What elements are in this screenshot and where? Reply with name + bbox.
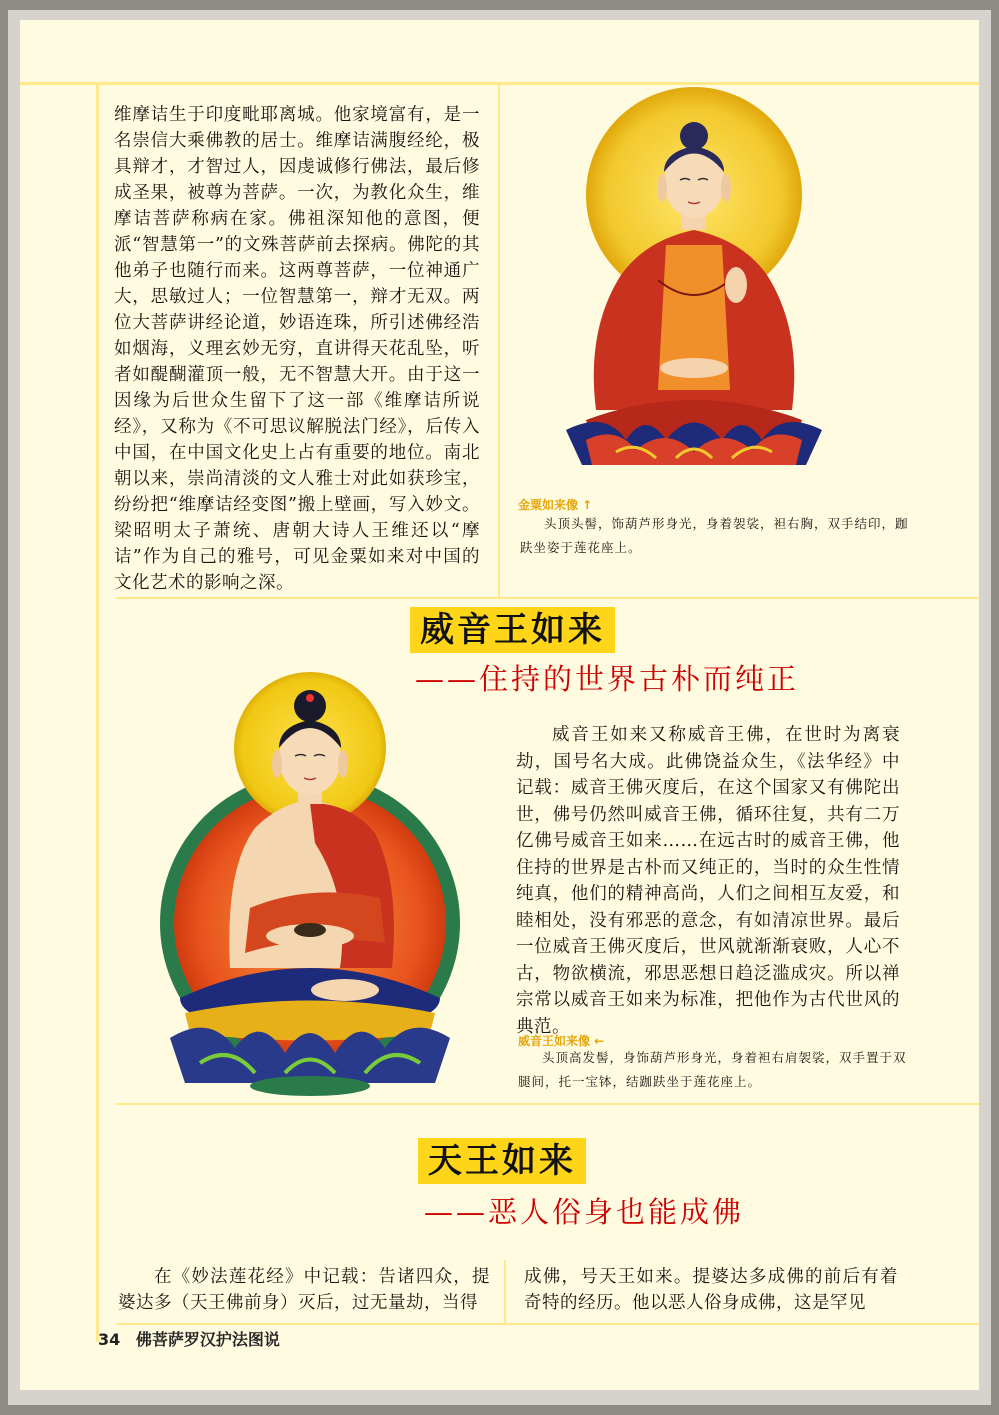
section1-caption-title: 金粟如来像 ↑	[518, 498, 593, 512]
rule	[96, 82, 99, 1342]
rule	[116, 1103, 979, 1105]
section1-paragraph: 维摩诘生于印度毗耶离城。他家境富有，是一名崇信大乘佛教的居士。维摩诘满腹经纶，极具辩才，才智过人，因虔诚修行佛法，最后修成圣果，被尊为菩萨。一次，为教化众生，维摩诘菩萨称病在家。佛祖深知他的意图，便派“智慧第一”的文殊菩萨前去探病。佛陀的其他弟子也随行而来。这两尊菩萨，一位神通广大，思敏过人；一位智慧第一，辩才无双。两位大菩萨讲经论道，妙语连珠，所引述佛经浩如烟海，义理玄妙无穷，直讲得天花乱坠，听者如醍醐灌顶一般，无不智慧大开。由于这一因缘为后世众生留下了这一部《维摩诘所说经》，又称为《不可思议解脱法门经》，后传入中国，在中国文化史上占有重要的地位。南北朝以来，崇尚清淡的文人雅士对此如获珍宝，纷纷把“维摩诘经变图”搬上壁画，写入妙文。梁昭明太子萧统、唐朝大诗人王维还以“摩诘”作为自己的雅号，可见金粟如来对中国的文化艺术的影响之深。	[114, 105, 480, 593]
rule	[116, 597, 979, 599]
section1-caption-body: 头顶头髻，饰葫芦形身光，身着袈裟，袒右胸，双手结印，跏趺坐姿于莲花座上。	[520, 516, 909, 555]
page-footer	[98, 1327, 290, 1350]
jinsu-buddha-illustration	[546, 80, 842, 470]
section3-column-right: 成佛，号天王如来。提婆达多成佛的前后有着奇特的经历。他以恶人俗身成佛，这是罕见	[524, 1267, 898, 1313]
rule	[116, 1323, 979, 1325]
page-number: 34	[98, 1330, 121, 1349]
rule	[504, 1260, 506, 1323]
weiyin-buddha-illustration	[140, 668, 480, 1098]
section2-subheading: ——住持的世界古朴而纯正	[415, 662, 800, 696]
book-page	[20, 20, 979, 1390]
section3-column-left: 在《妙法莲花经》中记载：告诸四众，提婆达多（天王佛前身）灭后，过无量劫，当得	[118, 1267, 490, 1313]
rule	[498, 82, 500, 597]
section2-paragraph: 威音王如来又称威音王佛，在世时为离衰劫，国号名大成。此佛饶益众生，《法华经》中记载：威音王佛灭度后，在这个国家又有佛陀出世，佛号仍然叫威音王佛，循环往复，共有二万亿佛号威音王如来……在远古时的威音王佛，他住持的世界是古朴而又纯正的，当时的众生性情纯真，他们的精神高尚，人们之间相互友爱，和睦相处，没有邪恶的意念，有如清凉世界。最后一位威音王佛灭度后，世风就渐渐衰败，人心不古，物欲横流，邪思恶想日趋泛滥成灾。所以禅宗常以威音王如来为标准，把他作为古代世风的典范。	[516, 725, 900, 1037]
section3-heading: 天王如来	[418, 1138, 586, 1184]
section3-subheading: ——恶人俗身也能成佛	[424, 1195, 745, 1229]
section2-caption-title: 威音王如来像 ←	[518, 1034, 605, 1048]
section2-caption-body: 头顶高发髻，身饰葫芦形身光，身着袒右肩袈裟，双手置于双腿间，托一宝钵，结跏趺坐于莲花座上。	[518, 1050, 907, 1089]
book-title: 佛菩萨罗汉护法图说	[135, 1330, 280, 1349]
section2-heading: 威音王如来	[410, 607, 615, 653]
